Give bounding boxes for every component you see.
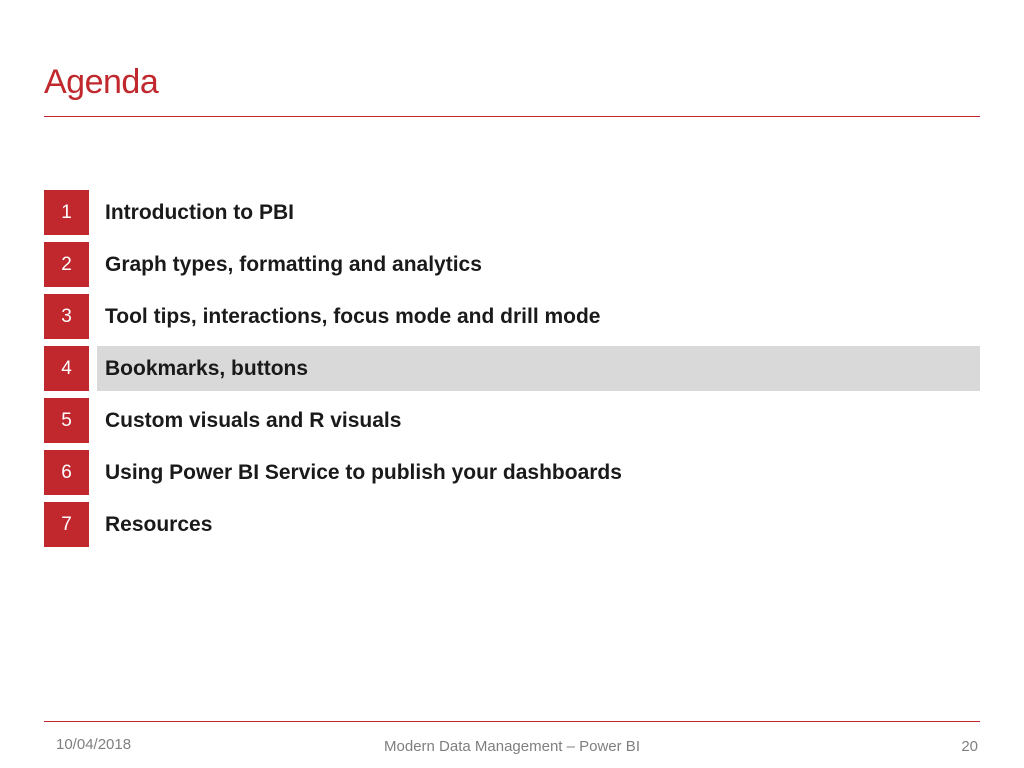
agenda-item-label: Introduction to PBI xyxy=(105,201,294,224)
agenda-item-label: Graph types, formatting and analytics xyxy=(105,253,482,276)
page-number: 20 xyxy=(961,738,978,755)
title-divider xyxy=(44,116,980,117)
agenda-number-badge: 6 xyxy=(44,450,89,495)
agenda-item-1[interactable] xyxy=(44,190,980,235)
footer-date: 10/04/2018 xyxy=(56,736,132,753)
agenda-number-badge: 3 xyxy=(44,294,89,339)
agenda-number-badge: 1 xyxy=(44,190,89,235)
agenda-item-3[interactable] xyxy=(44,294,980,339)
agenda-item-4[interactable] xyxy=(44,346,980,391)
agenda-item-label: Custom visuals and R visuals xyxy=(105,409,402,432)
agenda-number-badge: 7 xyxy=(44,502,89,547)
agenda-item-label: Tool tips, interactions, focus mode and drill mode xyxy=(105,305,601,328)
slide-title: Agenda xyxy=(44,63,159,101)
agenda-number-badge: 4 xyxy=(44,346,89,391)
agenda-number-badge: 2 xyxy=(44,242,89,287)
agenda-item-label: Using Power BI Service to publish your dashboards xyxy=(105,461,622,484)
agenda-item-6[interactable] xyxy=(44,450,980,495)
agenda-item-label: Bookmarks, buttons xyxy=(105,357,309,380)
agenda-item-2[interactable] xyxy=(44,242,980,287)
footer-title: Modern Data Management – Power BI xyxy=(384,738,640,755)
agenda-item-7[interactable] xyxy=(44,502,980,547)
agenda-item-5[interactable] xyxy=(44,398,980,443)
agenda-item-label: Resources xyxy=(105,513,213,536)
footer-divider xyxy=(44,721,980,722)
agenda-number-badge: 5 xyxy=(44,398,89,443)
